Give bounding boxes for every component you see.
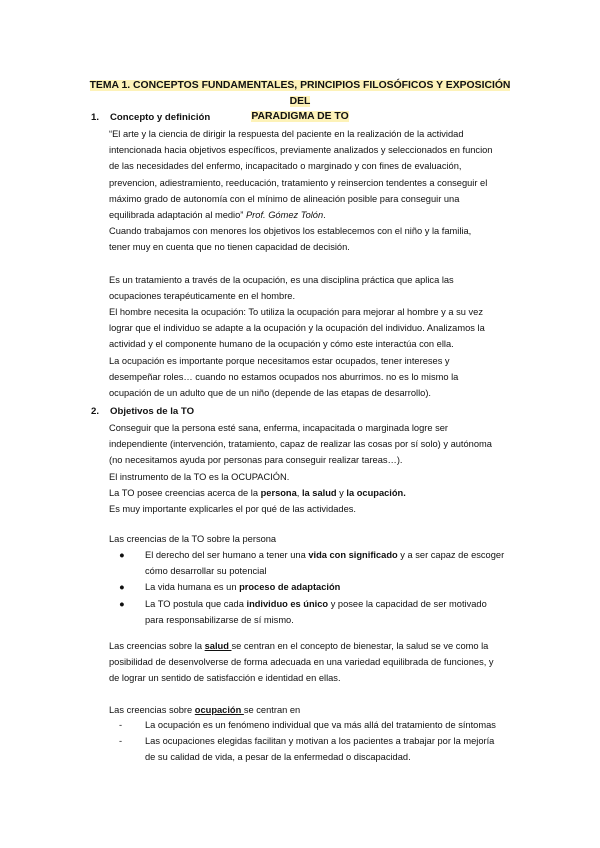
dash-marker: - — [119, 736, 123, 747]
definition-quote: “El arte y la ciencia de dirigir la respuesta del paciente en la realización de la actividad intencionada hacia objetivos específicos, previamente analizados y seleccionados en funcion de las necesidades del enfermo, incapacitado o marginado y con fines de evaluación, prevencion, adiestramiento, reeducación, tratamiento y reinsercion tendentes a conseguir el máximo grado de autonomía con el mínimo de alineación posible para conseguir una equilibrada adaptación al medio” Prof. Gómez Tolón. — [109, 129, 493, 221]
paragraph: La TO posee creencias acerca de la persona, la salud y la ocupación. — [109, 487, 406, 498]
list-item: ● El derecho del ser humano a tener una vida con significado y a ser capaz de escoger cómo desarrollar su potencial — [109, 547, 529, 579]
section-number: 2. — [91, 406, 100, 417]
bullet-icon: ● — [119, 598, 125, 609]
bullet-icon: ● — [119, 582, 125, 593]
list-item: - La ocupación es un fenómeno individual que va más allá del tratamiento de síntomas — [109, 717, 529, 733]
list-item: ● La TO postula que cada individuo es único y posee la capacidad de ser motivado para responsabilizarse de sí mismo. — [109, 596, 529, 628]
paragraph: El hombre necesita la ocupación: To utiliza la ocupación para mejorar al hombre y a su vez lograr que el individuo se adapte a la ocupación y la ocupación del individuo. Analizamos la actividad y el componente humano de la ocupación y cómo este interactúa con ella. — [109, 307, 485, 350]
ocupacion-intro: Las creencias sobre ocupación se centran en — [109, 704, 301, 715]
salud-paragraph: Las creencias sobre la salud se centran en el concepto de bienestar, la salud se ve como la posibilidad de desenvolverse de forma adecuada en una variedad equilibrada de funciones, y de lograr un sentido de satisfacción e identidad en ellas. Las creencias sobre ocupación se centran en — [109, 638, 529, 718]
persona-bullet-list — [109, 547, 529, 628]
list-item: - Las ocupaciones elegidas facilitan y motivan a los pacientes a trabajar por la mejoría de su calidad de vida, a pesar de la enfermedad o discapacidad. — [109, 733, 529, 765]
dash-marker: - — [119, 720, 123, 730]
salud-term: salud — [204, 641, 232, 651]
paragraph: Es muy importante explicarles el por qué de las actividades. — [109, 504, 357, 515]
title-line-2: PARADIGMA DE TO — [251, 111, 349, 122]
quote-author: Prof. Gómez Tolón — [245, 210, 324, 221]
section-number: 1. — [91, 112, 100, 123]
title-line-1: TEMA 1. CONCEPTOS FUNDAMENTALES, PRINCIPIOS FILOSÓFICOS Y EXPOSICIÓN DEL — [89, 80, 511, 107]
section-1-body — [109, 126, 529, 401]
paragraph: Conseguir que la persona esté sana, enferma, incapacitada o marginada logre ser independiente (intervención, tratamiento, capaz de realizar las cosas por sí solo) y autónoma (no necesitamos ayuda por personas para conseguir realizar tareas…). — [109, 423, 492, 466]
section-title: Concepto y definición — [110, 112, 211, 123]
ocupacion-dash-list — [109, 717, 529, 766]
paragraph: La ocupación es importante porque necesitamos estar ocupados, tener intereses y desempeñar roles… cuando no estamos ocupados nos aburrimos. no es lo mismo la ocupación de un adulto que de un niño (depende de las etapas de desarrollo). — [109, 355, 459, 399]
section-title: Objetivos de la TO — [110, 406, 195, 417]
bullet-icon: ● — [119, 550, 125, 560]
persona-intro: Las creencias de la TO sobre la persona — [109, 534, 277, 545]
paragraph: El instrumento de la TO es la OCUPACIÓN. — [109, 471, 290, 482]
paragraph: Es un tratamiento a través de la ocupación, es una disciplina práctica que aplica las ocupaciones terapéuticamente en el hombre. — [109, 274, 454, 301]
list-item: ● La vida humana es un proceso de adaptación — [109, 579, 529, 595]
paragraph: Cuando trabajamos con menores los objetivos los establecemos con el niño y la familia, tener muy en cuenta que no tienen capacidad de decisión. — [109, 226, 472, 253]
section-2-body — [109, 420, 529, 547]
ocupacion-term: ocupación — [194, 704, 244, 715]
section-2-heading — [91, 404, 194, 420]
section-1-heading — [91, 110, 210, 126]
